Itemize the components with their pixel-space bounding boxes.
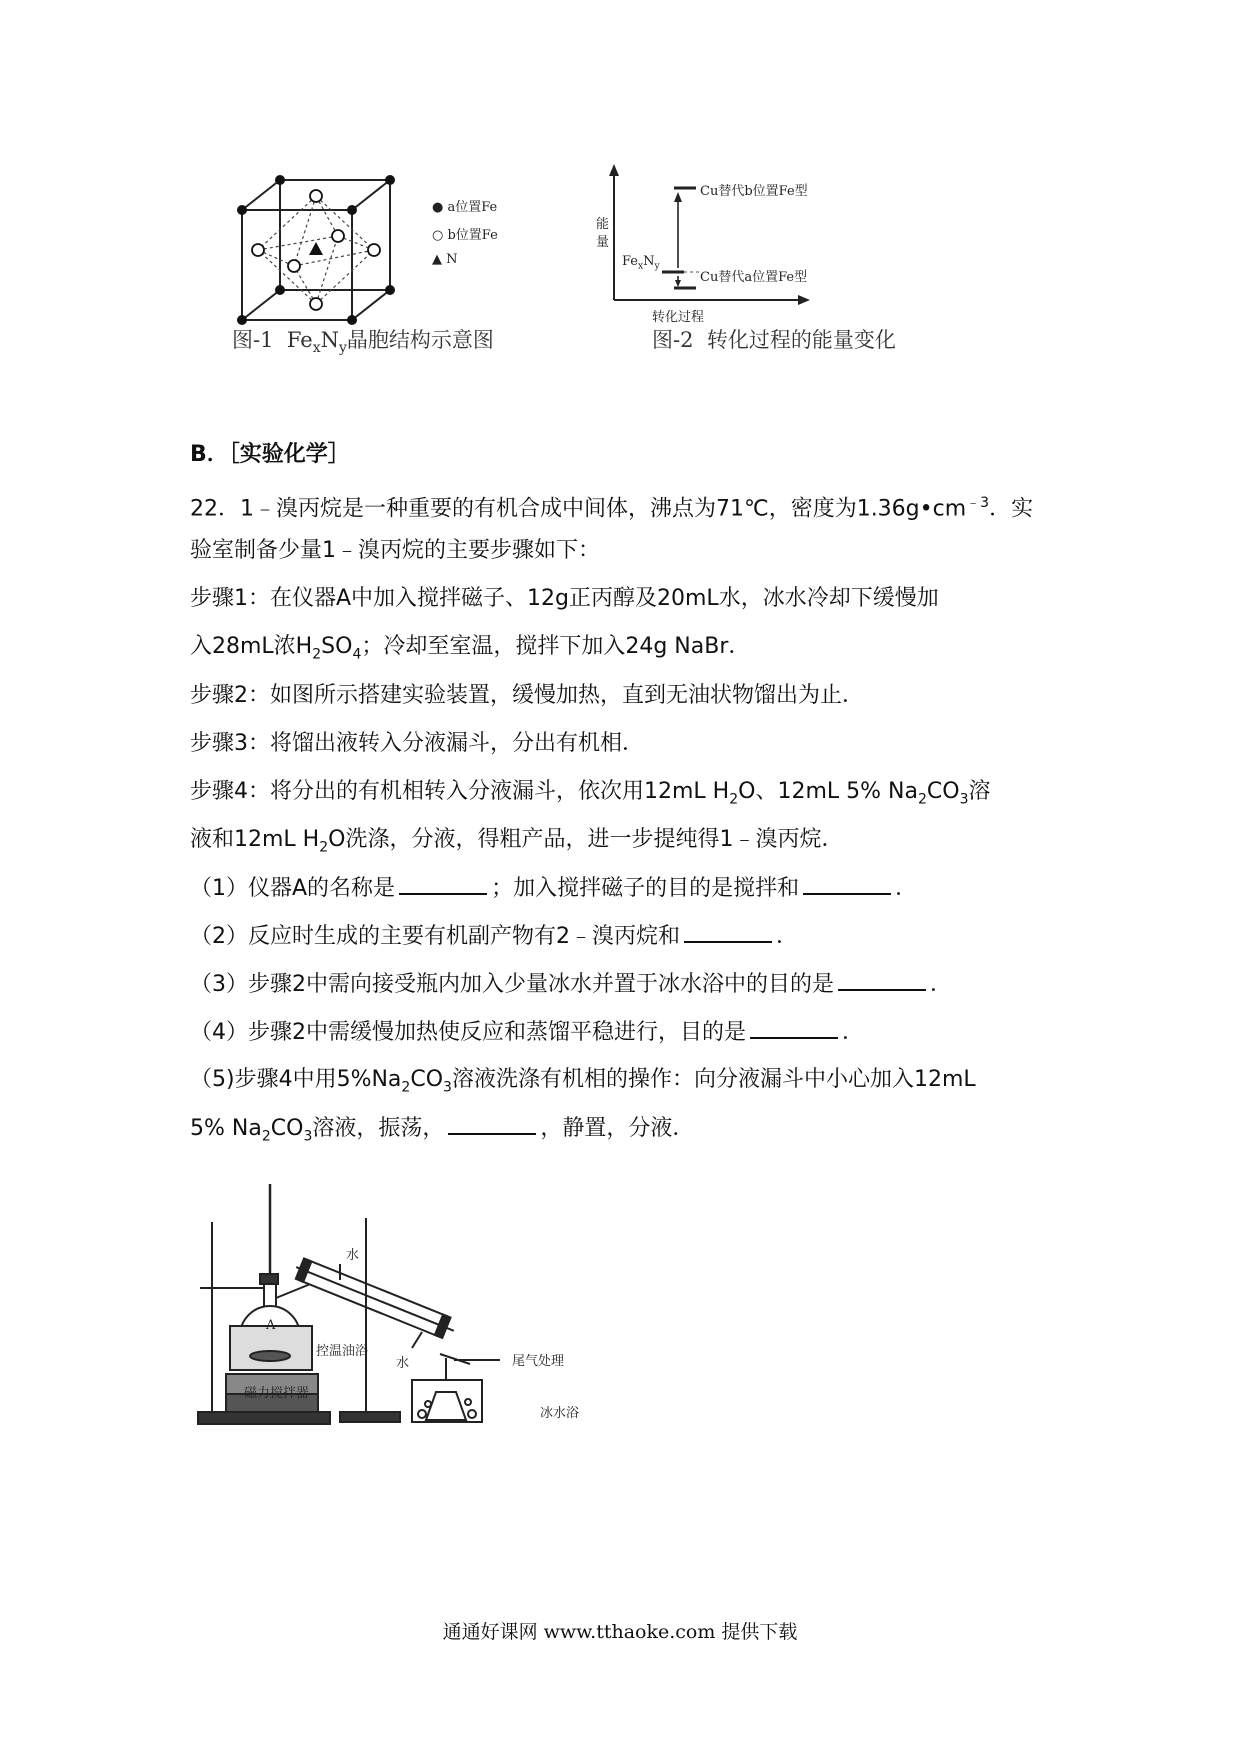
b-site-fe-atom xyxy=(288,260,300,272)
a-site-fe-atom xyxy=(385,175,395,185)
a-site-fe-atom xyxy=(275,285,285,295)
answer-blank[interactable] xyxy=(448,1113,536,1135)
answer-blank[interactable] xyxy=(684,921,772,943)
n-atom xyxy=(309,242,323,255)
question-intro-line-1: 22．1﹣溴丙烷是一种重要的有机合成中间体，沸点为71℃，密度为$1.36g•cm^{﹣3}$．实 xyxy=(190,495,1034,522)
label-oil-bath: 控温油浴 xyxy=(316,1344,369,1359)
subquestion-2: （2）反应时生成的主要有机副产物有2﹣溴丙烷和 ． xyxy=(190,921,798,952)
step-1-line-2: 入28mL浓$H_2SO_4$；冷却至室温，搅拌下加入24g NaBr． xyxy=(190,634,751,663)
answer-blank[interactable] xyxy=(803,873,891,895)
section-title: B．［实验化学］ xyxy=(190,442,350,467)
a-site-fe-atom xyxy=(275,175,285,185)
level-cu-b-label: Cu替代b位置Fe型 xyxy=(700,184,808,199)
level-cu-a-label: Cu替代a位置Fe型 xyxy=(700,270,808,285)
legend-n: ▲ N xyxy=(432,252,458,267)
subquestion-4: （4）步骤2中需缓慢加热使反应和蒸馏平稳进行，目的是 ． xyxy=(190,1017,864,1048)
label-ice-water-bath: 冰水浴 xyxy=(540,1406,580,1421)
b-site-fe-atom xyxy=(310,298,322,310)
figure-2-y-label: 能 量 xyxy=(596,217,610,250)
label-magnetic-stirrer: 磁力搅拌器 xyxy=(244,1386,310,1401)
label-water-inlet-top: 水 xyxy=(346,1248,360,1263)
figure-2-caption: 图-2 转化过程的能量变化 xyxy=(652,328,896,352)
answer-blank[interactable] xyxy=(399,873,487,895)
label-exhaust-treatment: 尾气处理 xyxy=(512,1354,565,1369)
step-3: 步骤3：将馏出液转入分液漏斗，分出有机相． xyxy=(190,731,644,756)
figure-2-x-label: 转化过程 xyxy=(652,310,705,325)
step-4-line-2: 液和12mL $H_2O$洗涤，分液，得粗产品，进一步提纯得1﹣溴丙烷． xyxy=(190,827,844,856)
step-4-line-1: 步骤4：将分出的有机相转入分液漏斗，依次用12mL $H_2O$、12mL 5% $Na_2CO_3$溶 xyxy=(190,779,991,808)
a-site-fe-atom xyxy=(237,205,247,215)
step-1-line-1: 步骤1：在仪器A中加入搅拌磁子、12g正丙醇及20mL水，冰水冷却下缓慢加 xyxy=(190,586,939,611)
page-footer: 通通好课网 www.tthaoke.com 提供下载 xyxy=(442,1621,798,1643)
b-site-fe-atom xyxy=(310,190,322,202)
subquestion-3: （3）步骤2中需向接受瓶内加入少量冰水并置于冰水浴中的目的是 ． xyxy=(190,969,952,1000)
subquestion-5-line-2: 5% $Na_2CO_3$溶液，振荡， ，静置，分液． xyxy=(190,1113,694,1151)
b-site-fe-atom xyxy=(368,244,380,256)
answer-blank[interactable] xyxy=(750,1017,838,1039)
b-site-fe-atom xyxy=(332,230,344,242)
figure-1-crystal-cell xyxy=(228,168,528,328)
b-site-fe-atom xyxy=(252,244,264,256)
legend-a-site: ● a位置Fe xyxy=(432,200,498,215)
answer-blank[interactable] xyxy=(838,969,926,991)
question-intro-line-2: 验室制备少量1﹣溴丙烷的主要步骤如下： xyxy=(190,538,600,563)
step-2: 步骤2：如图所示搭建实验装置，缓慢加热，直到无油状物馏出为止． xyxy=(190,683,864,708)
label-water-inlet-bottom: 水 xyxy=(396,1356,410,1371)
figure-1-caption: 图-1 $Fe_xN_y$晶胞结构示意图 xyxy=(232,328,494,357)
a-site-fe-atom xyxy=(347,205,357,215)
level-fexny-label: $Fe_xN_y$ xyxy=(622,254,660,272)
legend-b-site: ○ b位置Fe xyxy=(432,228,498,243)
subquestion-5-line-1: （5)步骤4中用$5\%Na_2CO_3$溶液洗涤有机相的操作：向分液漏斗中小心加入12mL xyxy=(190,1067,976,1096)
label-flask-a: A xyxy=(266,1318,276,1333)
subquestion-1: （1）仪器A的名称是 ；加入搅拌磁子的目的是搅拌和 ． xyxy=(190,873,917,904)
a-site-fe-atom xyxy=(385,285,395,295)
